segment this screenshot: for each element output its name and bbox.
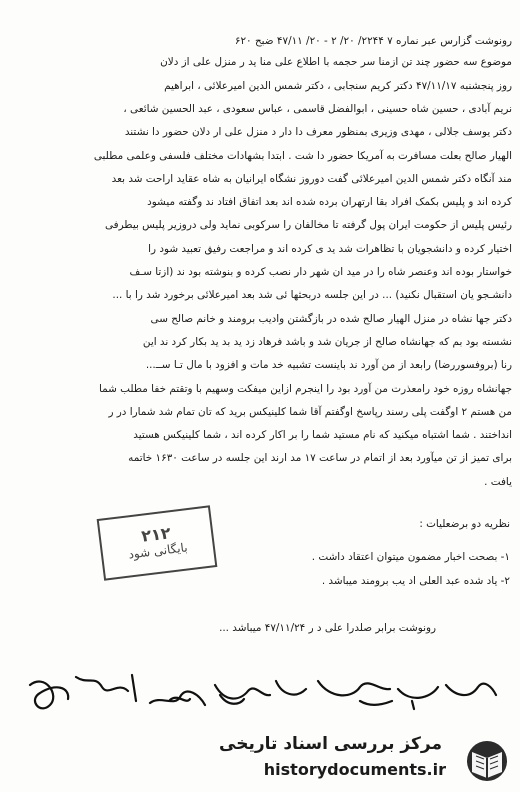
handwritten-signature	[0, 655, 520, 735]
stamp-text: بایگانی شود	[127, 540, 189, 562]
document-line: جهانشاه روزه خود رامعذرت من آورد بود را اینجرم ازاین میفکت وسهیم با وتقتم خفا مطلب شما	[98, 382, 512, 395]
document-line: دکتر یوسف جلالی ، مهدی وزیری بمنظور معرف دا دار د منزل علی ار دلان حضور دا نشتند	[124, 126, 512, 139]
document-line: نشسته بود بم که جهانشاه صالح از جریان شد و باشد فرهاد زد ید بد ید بکار کرد ند این	[142, 335, 512, 348]
evaluation-item-2: ۲- یاد شده عبد العلی اد یب برومند میباشد .	[321, 575, 510, 587]
document-line: الهیار صالح بعلت مسافرت به آمریکا حضور دا شت . ابتدا بشهادات مختلف فلسفی وعلمی مطلبی	[93, 149, 512, 162]
document-line: من هستم ۲ اوگفت پلی رسند رپاسخ اوگفتم آقا شما کلینیکس برید که تان تمام شد شمارا در ر	[108, 405, 512, 418]
document-line: انداختند . شما اشتباه میکنید که نام مستید شما را بر اکار کرده اند ، شما کلینیکس هستید	[133, 429, 512, 442]
document-line: دکتر جها نشاه در منزل الهیار صالح شده در بازگشتن وادیب برومند و خانم صالح سی	[150, 312, 512, 325]
logo-url: historydocuments.ir	[263, 760, 446, 779]
document-line: اختیار کرده و دانشجویان با تظاهرات شد ید ی کرده اند و مراجعت رفیق تعبید شود را	[148, 242, 512, 255]
logo-name: مرکز بررسی اسناد تاریخی	[219, 734, 442, 754]
archive-logo	[219, 732, 520, 792]
evaluation-item-1: ۱- بصحت اخبار مضمون میتوان اعتقاد داشت .	[311, 551, 510, 563]
document-line: مند آنگاه دکتر شمس الدین امیرعلائی گفت دوروز نشگاه ایرانیان به شاه عقاید اراحت شد بعد	[111, 172, 512, 185]
document-line: رئیس پلیس از حکومت ایران پول گرفته تا مخالفان را سرکوبی نماید ولی دروزیر پلیس بیطرفی	[104, 219, 512, 232]
document-line: رونوشت گزارس عبر نماره ۷ ۲۲۴۴/ ۲۰/ ۲ - ۲۰/ ۴۷/۱۱ ضبح ۶۲۰	[234, 35, 512, 47]
archive-stamp	[97, 505, 218, 580]
stamp-number: ۲۱۲	[140, 523, 172, 546]
document-line: برای تمیز از تن میآورد بعد از اتمام در ساعت ۱۷ مد ارند این جلسه در ساعت ۱۶۳۰ خاتمه	[128, 452, 512, 465]
document-line: نریم آبادی ، حسین شاه حسینی ، ابوالفضل قاسمی ، عباس سعودی ، عبد الحسین شائعی ،	[123, 102, 512, 115]
logo-book-icon	[458, 738, 516, 784]
document-line: خواستار بوده اند وعنصر شاه را در مید ان شهر دار نصب کرده و بنوشته بود ند (ازتا سـف	[129, 266, 512, 278]
document-line: موضوع سه حضور چند تن ازمنا سر حجمه با اطلاع علی منا ید ر منزل علی از دلان	[160, 56, 512, 69]
document-line: دانشـجو یان استقبال نکنید) ... در این جلسه دربحثها ئی شد بعد امیرعلائی برخورد شد را با ...	[112, 289, 512, 302]
document-line: یافت .	[484, 475, 512, 488]
document-line: کرده اند و پلیس بکمک افراد بقا ارتهران برده شده اند بعد اتفاق افتاد ند وگفته میشود	[147, 196, 512, 209]
evaluation-title: نظریه دو برضعلیات :	[419, 518, 510, 530]
document-line: رنا (بروفسوررضا) رابعد از من آورد ند باینست تشبیه خد مات و افزود با مال تـا ســ...	[145, 359, 512, 372]
copy-note: رونوشت برابر صلدرا علی د ر ۴۷/۱۱/۲۴ میباشد ...	[219, 622, 436, 634]
document-line: روز پنجشنبه ۴۷/۱۱/۱۷ دکتر کریم سنجابی ، دکتر شمس الدین امیرعلائی ، ابراهیم	[164, 79, 512, 92]
